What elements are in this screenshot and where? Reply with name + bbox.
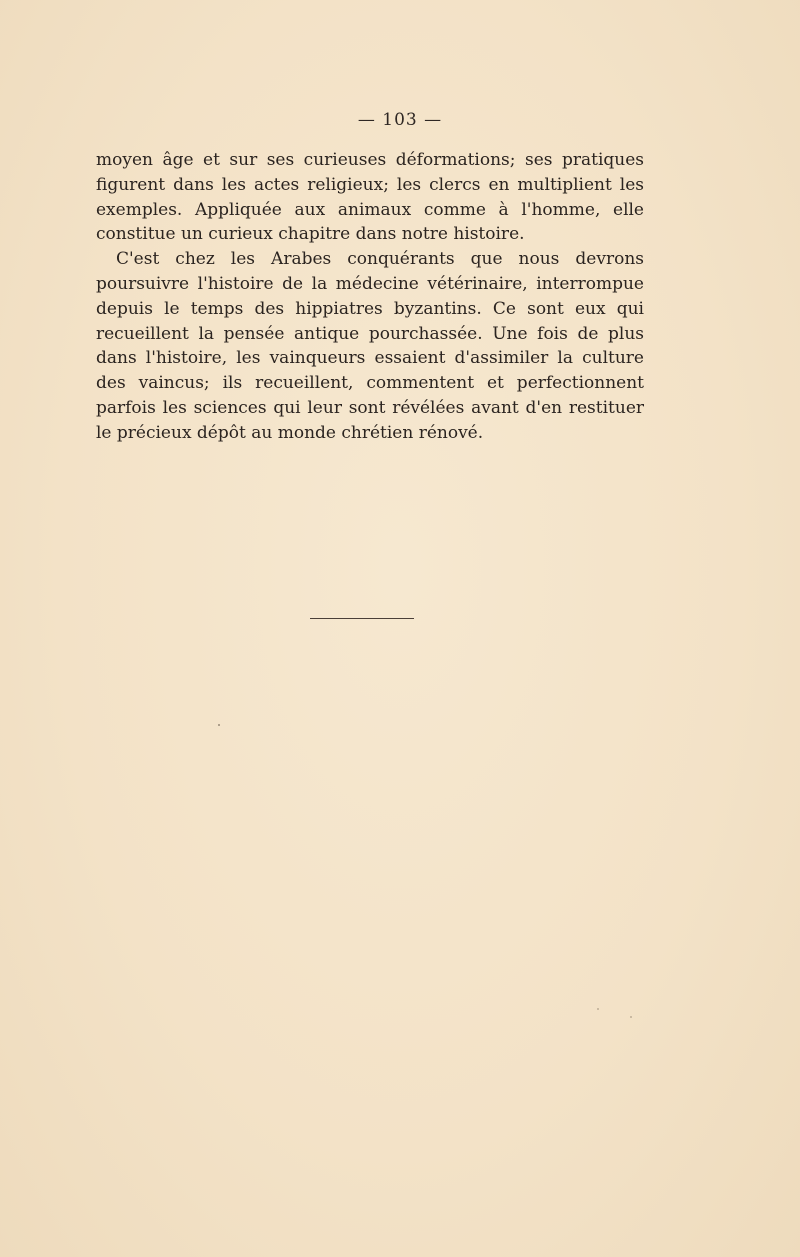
page-number: — 103 — [357,110,443,130]
paper-speck [218,724,220,726]
paragraph-2: C'est chez les Arabes conquérants que nous devrons poursuivre l'histoire de la médecine vétérinaire, interrompue depuis le temps des hippiatres byzantins. Ce sont eux qui recueillent la pensée antique pourchassée. Une fois de plus dans l'histoire, les vainqueurs essaient d'assimiler la culture des vaincus; ils recueillent, commentent et perfectionnent parfois les sciences qui leur sont révélées avant d'en restituer le précieux dépôt au monde chrétien rénové. [96,249,644,443]
body-text [96,148,644,446]
paper-speck [597,1008,599,1010]
paper-speck [630,1016,632,1018]
section-divider [310,618,414,619]
paragraph-1: moyen âge et sur ses curieuses déformations; ses pratiques figurent dans les actes religieux; les clercs en multiplient les exemples. Appliquée aux animaux comme à l'homme, elle constitue un curieux chapitre dans notre histoire. [96,150,644,245]
